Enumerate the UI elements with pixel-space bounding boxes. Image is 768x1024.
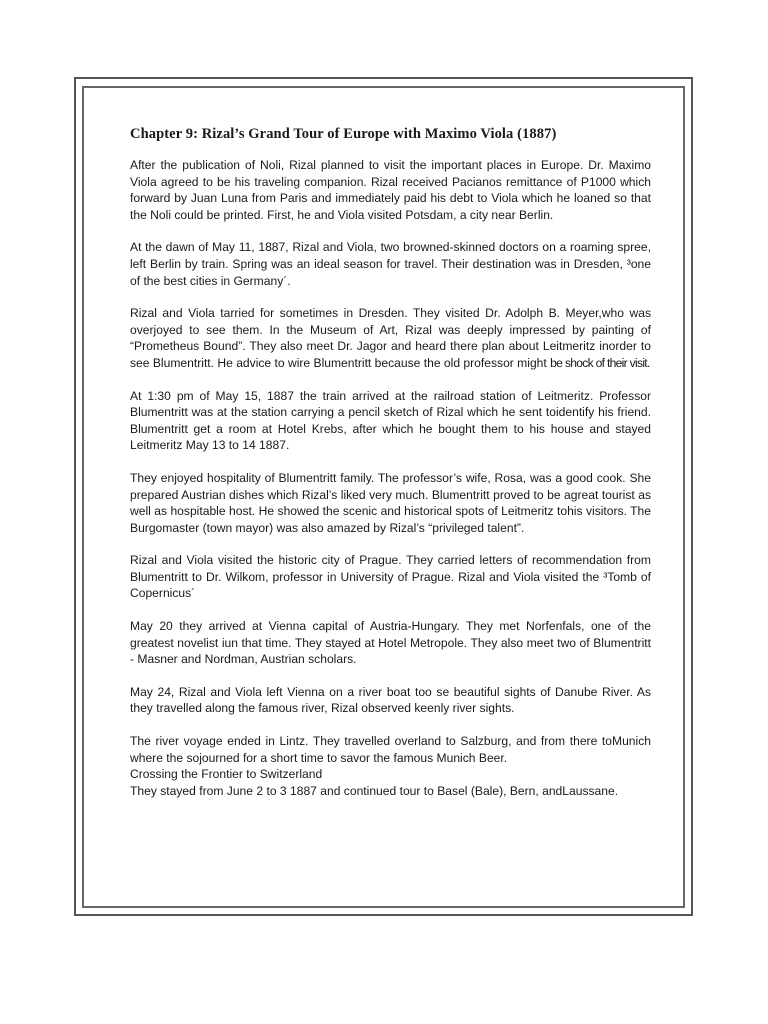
document-body bbox=[130, 125, 651, 799]
paragraph-prague: Rizal and Viola visited the historic city of Prague. They carried letters of recommendation from Blumentritt to Dr. Wilkom, professor in University of Prague. Rizal and Viola visited the ³Tomb of Copernicus´ bbox=[130, 553, 651, 601]
paragraph-dresden bbox=[130, 305, 651, 371]
paragraph-dresden-tail: be shock of their visit. bbox=[550, 355, 650, 370]
closing-line: They stayed from June 2 to 3 1887 and continued tour to Basel (Bale), Bern, andLaussane. bbox=[130, 783, 619, 798]
paragraph-dresden-text: Rizal and Viola tarried for sometimes in Dresden. They visited Dr. Adolph B. Meyer,who was overjoyed to see them. In the Museum of Art, Rizal was deeply impressed by painting of “Prometheus Bound”. They also meet Dr. Jagor and heard there plan about Leitmeritz inorder to see Blumentritt. He advice to wire Blumentritt because the old professor might bbox=[130, 306, 651, 370]
chapter-title: Chapter 9: Rizal’s Grand Tour of Europe with Maximo Viola (1887) bbox=[130, 126, 557, 142]
paragraph-leaving-berlin: At the dawn of May 11, 1887, Rizal and Viola, two browned-skinned doctors on a roaming spree, left Berlin by train. Spring was an ideal season for travel. Their destination was in Dresden, ³one of the best cities in Germany´. bbox=[130, 240, 651, 288]
paragraph-leitmeritz-arrival: At 1:30 pm of May 15, 1887 the train arrived at the railroad station of Leitmeritz. Professor Blumentritt was at the station carrying a pencil sketch of Rizal which he sent toidentify his friend. Blumentritt get a room at Hotel Krebs, after which he bought them to his house and stayed Leitmeritz May 13 to 14 1887. bbox=[130, 388, 651, 453]
paragraph-vienna: May 20 they arrived at Vienna capital of Austria-Hungary. They met Norfenfals, one of the greatest novelist iun that time. They stayed at Hotel Metropole. They also meet two of Blumentritt - Masner and Nordman, Austrian scholars. bbox=[130, 619, 651, 667]
paragraph-danube: May 24, Rizal and Viola left Vienna on a river boat too se beautiful sights of Danube River. As they travelled along the famous river, Rizal observed keenly river sights. bbox=[130, 684, 651, 716]
paragraph-noli-publication: After the publication of Noli, Rizal planned to visit the important places in Europe. Dr. Maximo Viola agreed to be his traveling companion. Rizal received Pacianos remittance of P1000 which forward by Juan Luna from Paris and immediately paid his debt to Viola which he loaned so that the Noli could be printed. First, he and Viola visited Potsdam, a city near Berlin. bbox=[130, 158, 651, 222]
paragraph-lintz: The river voyage ended in Lintz. They travelled overland to Salzburg, and from there toMunich where the sojourned for a short time to savor the famous Munich Beer. bbox=[130, 734, 651, 765]
paragraph-final-section bbox=[130, 733, 651, 799]
paragraph-blumentritt-family: They enjoyed hospitality of Blumentritt family. The professor’s wife, Rosa, was a good cook. She prepared Austrian dishes which Rizal’s liked very much. Blumentritt proved to be agreat tourist as well as hospitable host. He showed the scenic and historical spots of Leitmeritz tohis visitors. The Burgomaster (town mayor) was also amazed by Rizal’s “privileged talent”. bbox=[130, 470, 651, 535]
section-subheading: Crossing the Frontier to Switzerland bbox=[130, 767, 323, 782]
